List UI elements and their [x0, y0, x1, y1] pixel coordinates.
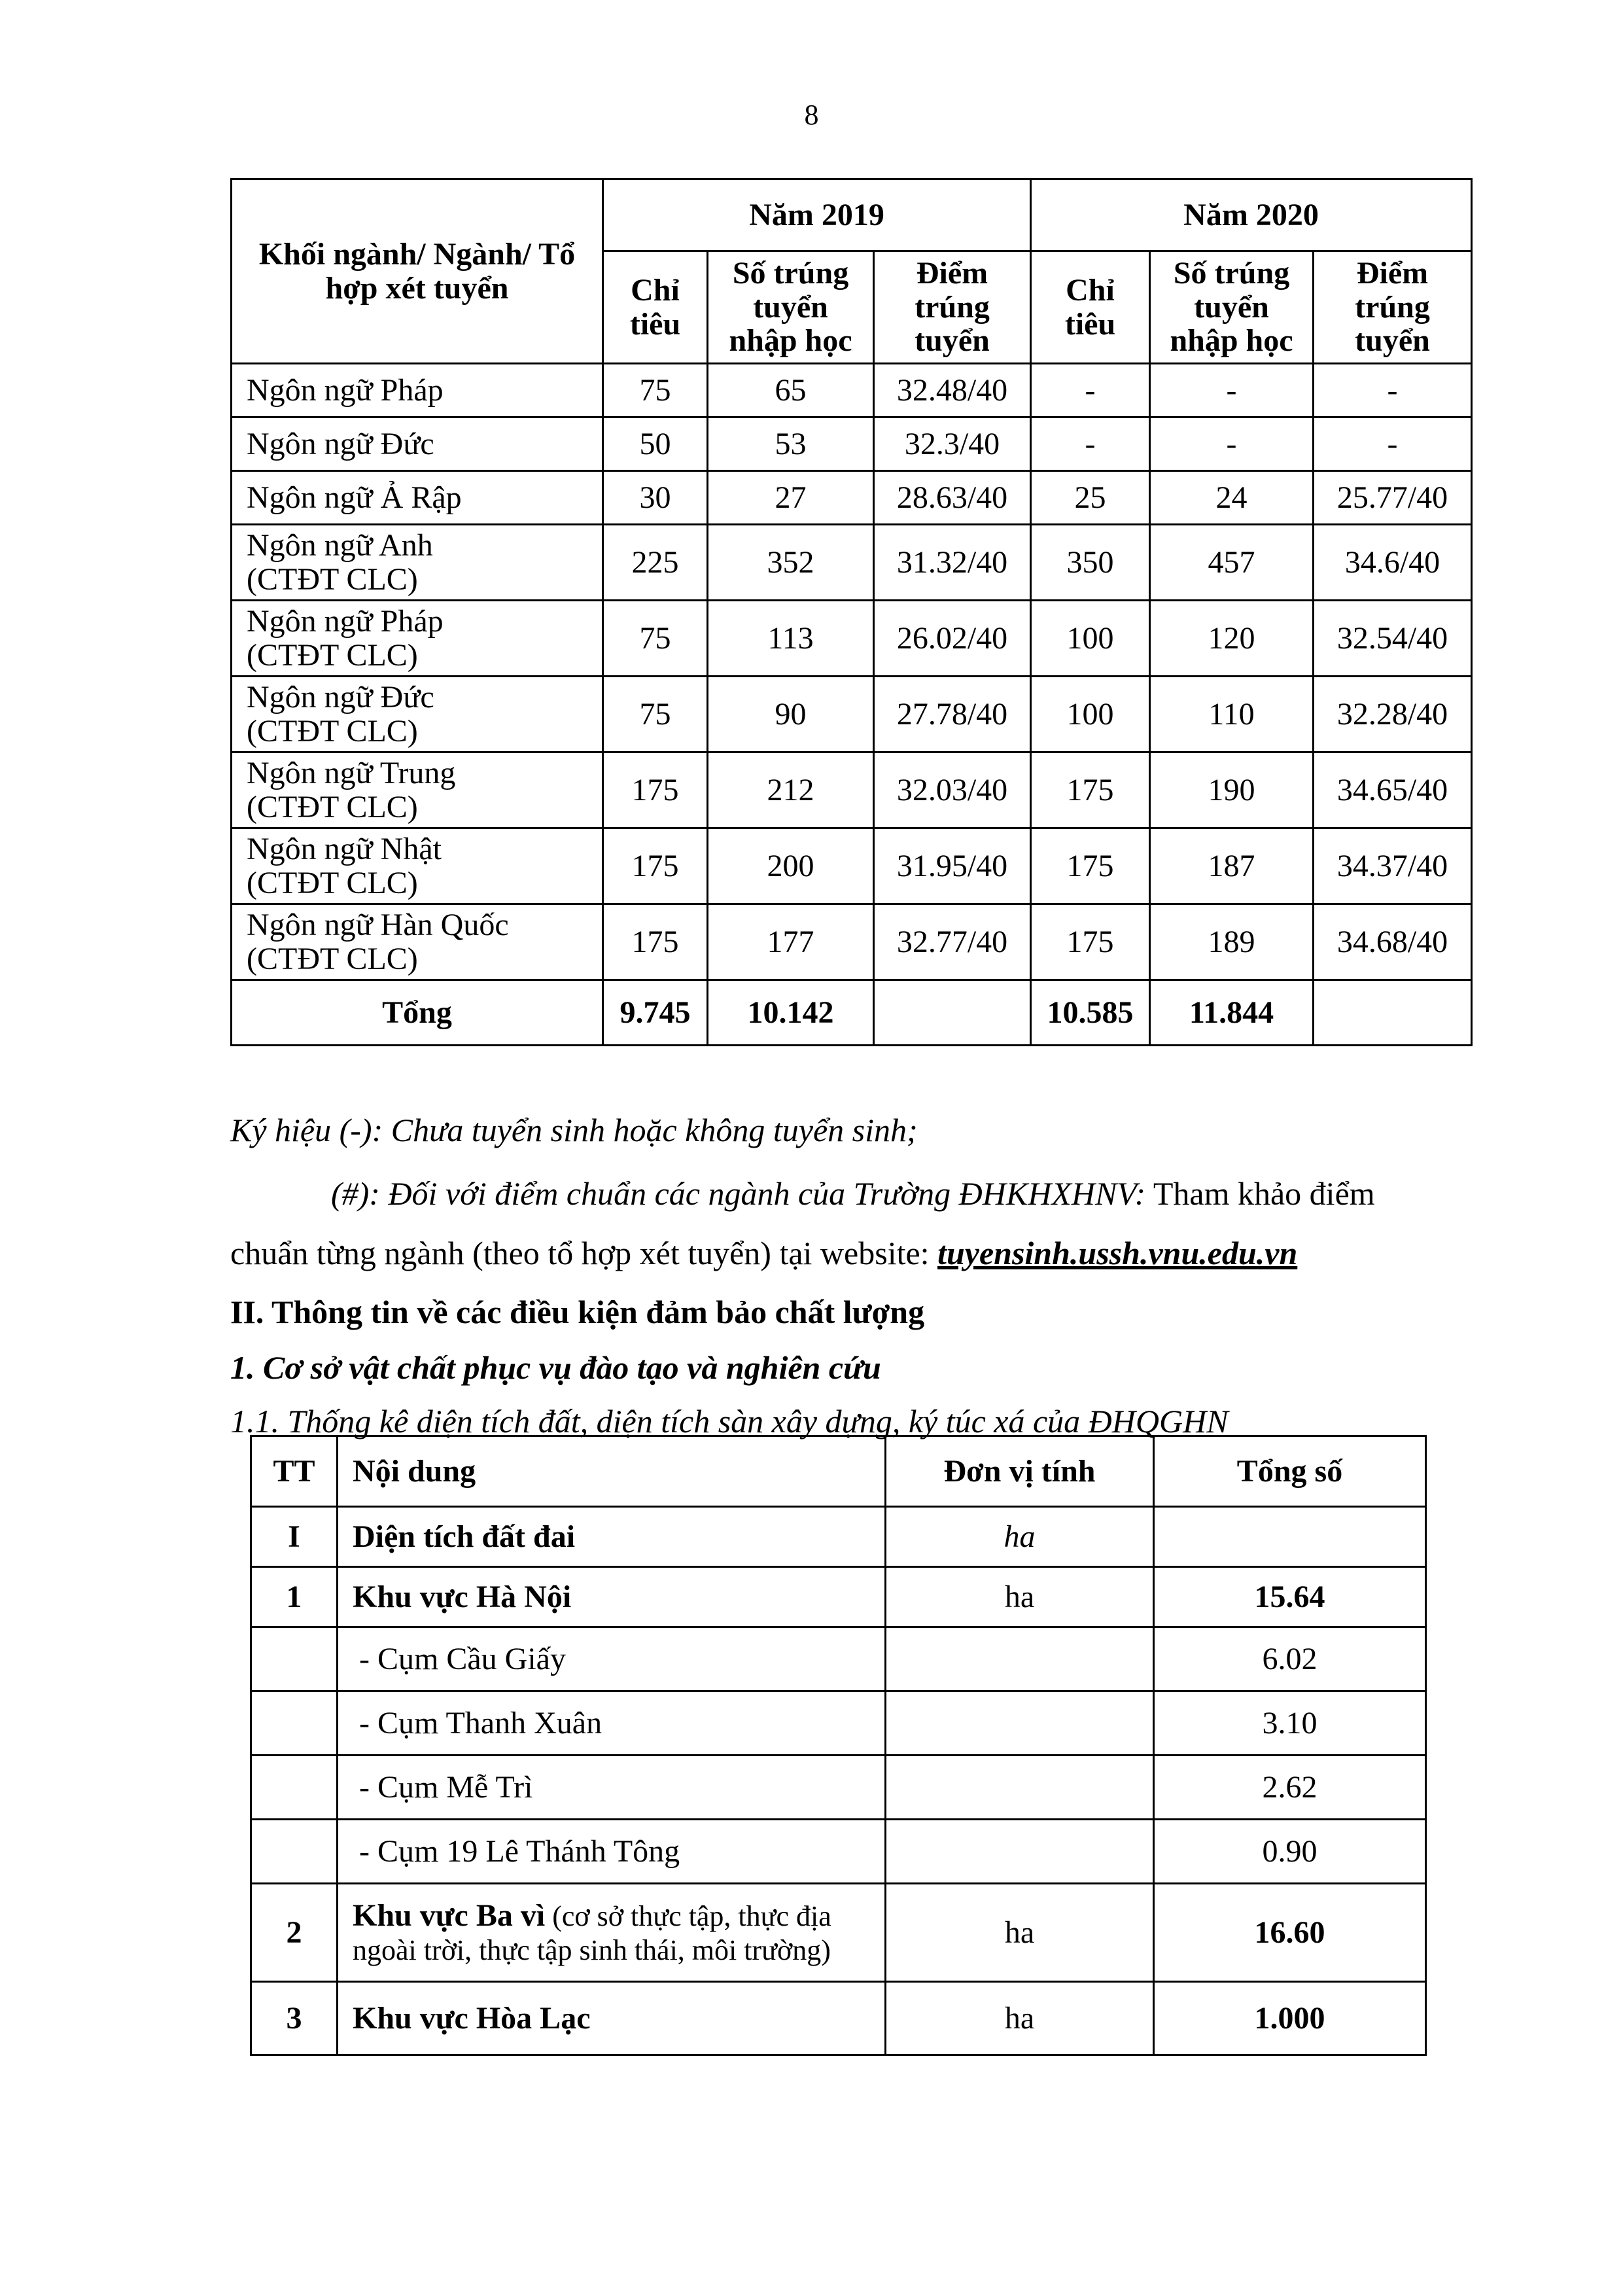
cell-q2019: 50	[603, 417, 708, 471]
cell-s2019: 31.95/40	[874, 828, 1031, 904]
cell-e2019: 177	[708, 904, 874, 980]
total-row	[232, 980, 1472, 1046]
cell-total	[1154, 1507, 1426, 1567]
cell-unit	[886, 1691, 1154, 1756]
header-year-2019: Năm 2019	[603, 179, 1031, 251]
table-row	[251, 1982, 1426, 2055]
program-name: Ngôn ngữ Pháp	[232, 364, 603, 417]
header-content: Nội dung	[338, 1436, 886, 1507]
cell-q2020: 175	[1031, 752, 1150, 828]
cell-s2020: 34.68/40	[1314, 904, 1472, 980]
table-row	[251, 1507, 1426, 1567]
cell-e2020: -	[1150, 417, 1314, 471]
cell-unit: ha	[886, 1982, 1154, 2055]
cell-e2020: -	[1150, 364, 1314, 417]
cell-q2020: 100	[1031, 601, 1150, 677]
facilities-table	[250, 1435, 1427, 2056]
program-name: Ngôn ngữ Pháp (CTĐT CLC)	[232, 601, 603, 677]
cell-q2019: 225	[603, 525, 708, 601]
program-name: Ngôn ngữ Hàn Quốc (CTĐT CLC)	[232, 904, 603, 980]
cell-content: - Cụm 19 Lê Thánh Tông	[338, 1820, 886, 1884]
cell-e2019: 200	[708, 828, 874, 904]
admissions-table	[230, 178, 1473, 1046]
legend-note: Ký hiệu (-): Chưa tuyển sinh hoặc không tuyển sinh;	[230, 1112, 918, 1148]
cell-q2020: -	[1031, 364, 1150, 417]
program-name: Ngôn ngữ Đức	[232, 417, 603, 471]
table-row	[251, 1567, 1426, 1627]
header-unit: Đơn vị tính	[886, 1436, 1154, 1507]
cell-total: 15.64	[1154, 1567, 1426, 1627]
cell-q2020: 175	[1031, 828, 1150, 904]
header-year-2020: Năm 2020	[1031, 179, 1472, 251]
cell-tt: 3	[251, 1982, 338, 2055]
cell-e2020: 189	[1150, 904, 1314, 980]
cell-total: 2.62	[1154, 1756, 1426, 1820]
cell-e2019: 53	[708, 417, 874, 471]
cell-tt	[251, 1756, 338, 1820]
cell-tt	[251, 1820, 338, 1884]
cell-s2019: 32.77/40	[874, 904, 1031, 980]
cell-content: Khu vực Hà Nội	[338, 1567, 886, 1627]
cell-content: - Cụm Thanh Xuân	[338, 1691, 886, 1756]
header-score-2019: Điểm trúng tuyển	[874, 251, 1031, 364]
page-number: 8	[804, 99, 819, 131]
cell-s2020: 34.65/40	[1314, 752, 1472, 828]
cell-s2019: 28.63/40	[874, 471, 1031, 525]
cell-q2019: 75	[603, 364, 708, 417]
cell-s2020: 32.28/40	[1314, 677, 1472, 752]
header-enrolled-2019: Số trúng tuyển nhập học	[708, 251, 874, 364]
header-quota-2019: Chỉ tiêu	[603, 251, 708, 364]
cell-q2019: 175	[603, 904, 708, 980]
program-name: Ngôn ngữ Trung (CTĐT CLC)	[232, 752, 603, 828]
table-row	[251, 1820, 1426, 1884]
cell-q2019: 175	[603, 828, 708, 904]
table-row	[232, 471, 1472, 525]
table-row	[232, 828, 1472, 904]
cell-q2019: 75	[603, 677, 708, 752]
cell-tt: I	[251, 1507, 338, 1567]
cell-q2020: -	[1031, 417, 1150, 471]
table-row	[251, 1884, 1426, 1982]
website-link[interactable]: tuyensinh.ussh.vnu.edu.vn	[937, 1235, 1298, 1271]
cell-tt	[251, 1691, 338, 1756]
header-program: Khối ngành/ Ngành/ Tổ hợp xét tuyển	[232, 179, 603, 364]
total-score-2019	[874, 980, 1031, 1046]
cell-q2020: 350	[1031, 525, 1150, 601]
cell-e2020: 457	[1150, 525, 1314, 601]
program-name: Ngôn ngữ Đức (CTĐT CLC)	[232, 677, 603, 752]
table-caption: 1.1. Thống kê diện tích đất, diện tích sàn xây dựng, ký túc xá của ĐHQGHN	[230, 1403, 1229, 1439]
cell-total: 16.60	[1154, 1884, 1426, 1982]
cell-tt: 1	[251, 1567, 338, 1627]
total-label: Tổng	[232, 980, 603, 1046]
cell-tt: 2	[251, 1884, 338, 1982]
cell-s2019: 31.32/40	[874, 525, 1031, 601]
table-row	[232, 364, 1472, 417]
table-row	[232, 601, 1472, 677]
cell-content: Khu vực Ba vì (cơ sở thực tập, thực địa ngoài trời, thực tập sinh thái, môi trường)	[338, 1884, 886, 1982]
cell-q2019: 175	[603, 752, 708, 828]
program-name: Ngôn ngữ Nhật (CTĐT CLC)	[232, 828, 603, 904]
cell-e2020: 24	[1150, 471, 1314, 525]
table-row	[251, 1627, 1426, 1691]
hash-note-line-2: chuẩn từng ngành (theo tổ hợp xét tuyển) tại website: tuyensinh.ussh.vnu.edu.vn	[230, 1235, 1298, 1271]
total-quota-2019: 9.745	[603, 980, 708, 1046]
cell-s2019: 32.3/40	[874, 417, 1031, 471]
subsection-heading: 1. Cơ sở vật chất phục vụ đào tạo và nghiên cứu	[230, 1349, 881, 1386]
cell-unit	[886, 1820, 1154, 1884]
cell-e2020: 187	[1150, 828, 1314, 904]
section-heading: II. Thông tin về các điều kiện đảm bảo chất lượng	[230, 1294, 925, 1330]
cell-e2019: 212	[708, 752, 874, 828]
cell-s2019: 32.03/40	[874, 752, 1031, 828]
cell-unit: ha	[886, 1884, 1154, 1982]
cell-content: Khu vực Hòa Lạc	[338, 1982, 886, 2055]
cell-q2019: 30	[603, 471, 708, 525]
cell-content: Diện tích đất đai	[338, 1507, 886, 1567]
cell-s2020: -	[1314, 417, 1472, 471]
cell-q2020: 100	[1031, 677, 1150, 752]
cell-unit	[886, 1627, 1154, 1691]
program-name: Ngôn ngữ Anh (CTĐT CLC)	[232, 525, 603, 601]
total-enrolled-2020: 11.844	[1150, 980, 1314, 1046]
cell-unit	[886, 1756, 1154, 1820]
cell-e2019: 27	[708, 471, 874, 525]
table-row	[232, 417, 1472, 471]
table-row	[232, 525, 1472, 601]
cell-content: - Cụm Cầu Giấy	[338, 1627, 886, 1691]
table-row	[251, 1691, 1426, 1756]
header-total: Tổng số	[1154, 1436, 1426, 1507]
cell-e2019: 90	[708, 677, 874, 752]
cell-s2020: -	[1314, 364, 1472, 417]
cell-s2019: 26.02/40	[874, 601, 1031, 677]
cell-s2019: 32.48/40	[874, 364, 1031, 417]
cell-total: 1.000	[1154, 1982, 1426, 2055]
cell-total: 0.90	[1154, 1820, 1426, 1884]
cell-s2020: 34.6/40	[1314, 525, 1472, 601]
cell-e2019: 65	[708, 364, 874, 417]
header-enrolled-2020: Số trúng tuyển nhập học	[1150, 251, 1314, 364]
cell-total: 3.10	[1154, 1691, 1426, 1756]
table-row	[232, 752, 1472, 828]
total-score-2020	[1314, 980, 1472, 1046]
cell-q2019: 75	[603, 601, 708, 677]
table-row	[232, 904, 1472, 980]
cell-content: - Cụm Mễ Trì	[338, 1756, 886, 1820]
cell-s2019: 27.78/40	[874, 677, 1031, 752]
cell-total: 6.02	[1154, 1627, 1426, 1691]
cell-e2020: 190	[1150, 752, 1314, 828]
header-score-2020: Điểm trúng tuyển	[1314, 251, 1472, 364]
header-quota-2020: Chỉ tiêu	[1031, 251, 1150, 364]
cell-s2020: 25.77/40	[1314, 471, 1472, 525]
cell-s2020: 34.37/40	[1314, 828, 1472, 904]
header-tt: TT	[251, 1436, 338, 1507]
cell-e2019: 352	[708, 525, 874, 601]
cell-tt	[251, 1627, 338, 1691]
cell-e2019: 113	[708, 601, 874, 677]
cell-s2020: 32.54/40	[1314, 601, 1472, 677]
cell-unit: ha	[886, 1567, 1154, 1627]
cell-q2020: 175	[1031, 904, 1150, 980]
table-row	[251, 1756, 1426, 1820]
total-quota-2020: 10.585	[1031, 980, 1150, 1046]
table-row	[232, 677, 1472, 752]
program-name: Ngôn ngữ Ả Rập	[232, 471, 603, 525]
total-enrolled-2019: 10.142	[708, 980, 874, 1046]
cell-unit: ha	[886, 1507, 1154, 1567]
cell-e2020: 120	[1150, 601, 1314, 677]
cell-q2020: 25	[1031, 471, 1150, 525]
hash-note-line-1: (#): Đối với điểm chuẩn các ngành của Trường ĐHKHXHNV: Tham khảo điểm	[331, 1175, 1375, 1212]
cell-e2020: 110	[1150, 677, 1314, 752]
